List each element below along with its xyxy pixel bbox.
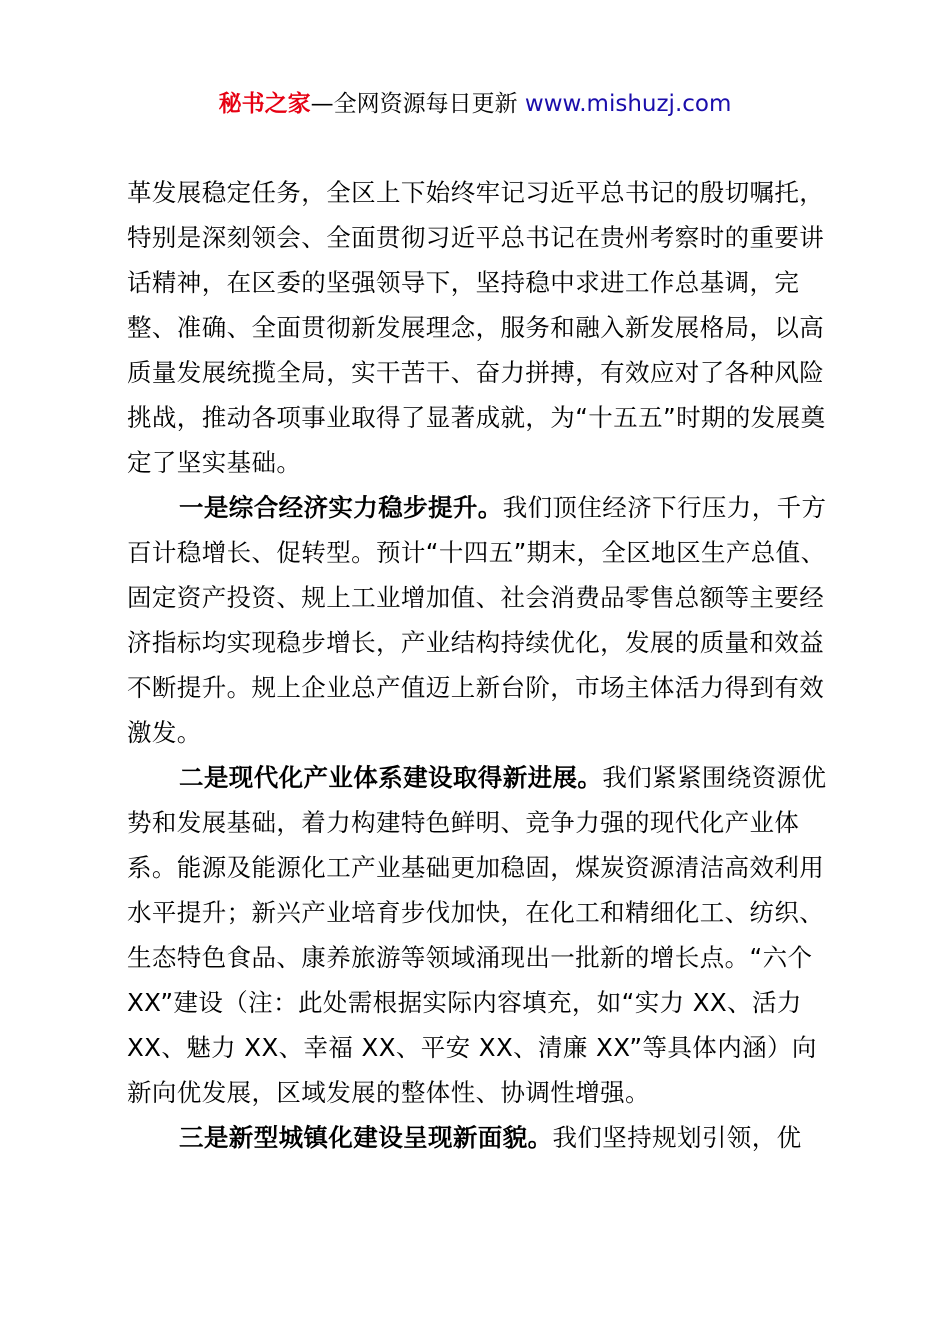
paragraph-intro xyxy=(127,170,839,485)
paragraph-text: 革发展稳定任务，全区上下始终牢记习近平总书记的殷切嘱托，特别是深刻领会、全面贯彻习近平总书记在贵州考察时的重要讲话精神，在区委的坚强领导下，坚持稳中求进工作总基调，完整、准确、全面贯彻新发展理念，服务和融入新发展格局，以高质量发展统揽全局，实干苦干、奋力拼搏，有效应对了各种风险挑战，推动各项事业取得了显著成就，为“十五五”时期的发展奠定了坚实基础。 xyxy=(127,178,826,477)
header-tagline: —全网资源每日更新 xyxy=(310,91,525,117)
paragraph-text: 我们顶住经济下行压力，千方百计稳增长、促转型。预计“十四五”期末，全区地区生产总值、固定资产投资、规上工业增加值、社会消费品零售总额等主要经济指标均实现稳步增长，产业结构持续优化，发展的质量和效益不断提升。规上企业总产值迈上新台阶，市场主体活力得到有效激发。 xyxy=(127,493,827,747)
paragraph-text: 我们紧紧围绕资源优势和发展基础，着力构建特色鲜明、竞争力强的现代化产业体系。能源及能源化工产业基础更加稳固，煤炭资源清洁高效利用水平提升；新兴产业培育步伐加快，在化工和精细化工、纺织、生态特色食品、康养旅游等领域涌现出一批新的增长点。“六个 XX”建设（注：此处需根据实际内容填充，如“实力 XX、活力 XX、魅力 XX、幸福 XX、平安 XX、清廉 XX”等具体内涵）向新向优发展，区域发展的整体性、协调性增强。 xyxy=(127,763,827,1107)
site-url-link[interactable]: www.mishuzj.com xyxy=(524,91,732,117)
page-header xyxy=(0,86,950,122)
paragraph-heading: 二是现代化产业体系建设取得新进展。 xyxy=(179,763,603,792)
paragraph-urbanization xyxy=(127,1115,839,1160)
paragraph-text: 我们坚持规划引领，优 xyxy=(552,1123,802,1152)
paragraph-economy xyxy=(127,485,839,755)
brand-name: 秘书之家 xyxy=(218,91,311,117)
paragraph-heading: 一是综合经济实力稳步提升。 xyxy=(179,493,503,522)
document-body xyxy=(127,170,839,1160)
paragraph-industry xyxy=(127,755,839,1115)
paragraph-heading: 三是新型城镇化建设呈现新面貌。 xyxy=(179,1123,553,1152)
